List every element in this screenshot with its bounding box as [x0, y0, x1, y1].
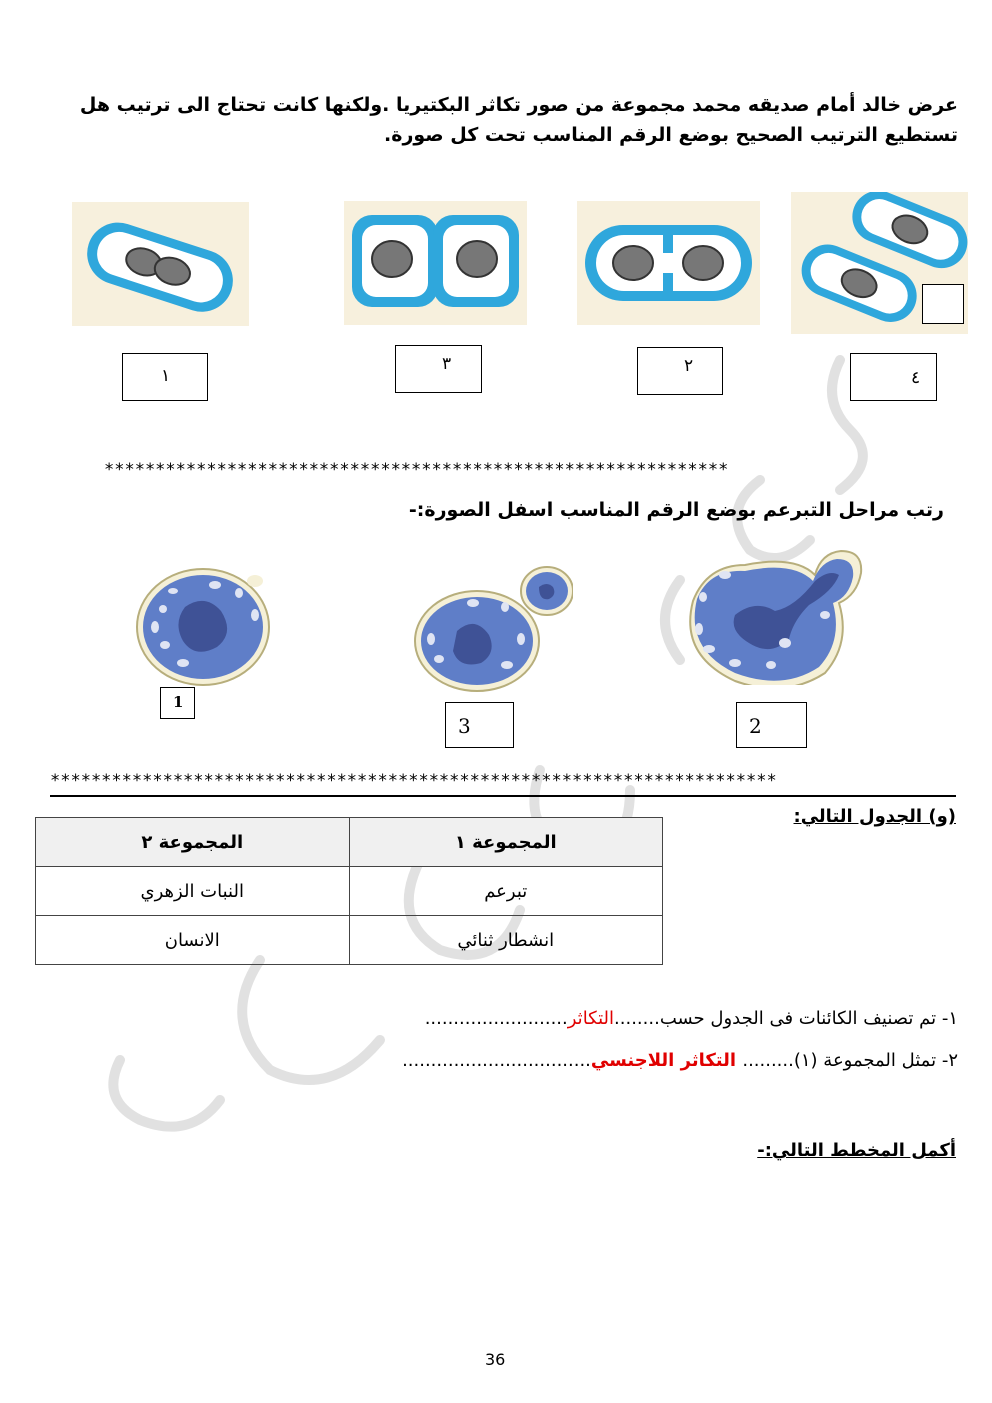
answer-value: ٢	[684, 356, 694, 376]
answer-value: ١	[161, 366, 171, 386]
answer-value: 3	[458, 714, 471, 738]
statement-1-prefix: ١- تم تصنيف الكائنات فى الجدول حسب........	[614, 1008, 958, 1029]
divider-line	[50, 795, 956, 797]
table-cell: الانسان	[36, 916, 350, 965]
yeast-cell-stage-image	[675, 545, 865, 685]
yeast-cell-stage-image	[413, 561, 573, 693]
statement-1-answer: التكاثر	[567, 1008, 615, 1029]
statement-2-dots: .................................	[402, 1050, 591, 1071]
statement-1	[258, 1008, 958, 1029]
header-group-1: المجموعة ١	[349, 818, 663, 867]
budding-answer-box-2[interactable]	[445, 702, 514, 748]
classification-table	[35, 817, 663, 965]
separator-stars: ***********************************************************************	[50, 771, 777, 791]
statement-2-answer: التكاثر اللاجنسي	[590, 1050, 743, 1071]
question2-prompt: رتب مراحل التبرعم بوضع الرقم المناسب اسفل الصورة:-	[408, 499, 944, 521]
page-number: 36	[485, 1350, 506, 1369]
table-row	[36, 916, 663, 965]
table-heading: (و) الجدول التالي:	[793, 806, 956, 827]
answer-value: 2	[749, 714, 762, 738]
statement-1-dots: .........................	[424, 1008, 568, 1029]
statement-2	[258, 1050, 958, 1071]
statement-2-prefix: ٢- تمثل المجموعة (١).........	[742, 1050, 958, 1071]
answer-value: ٤	[911, 368, 921, 388]
answer-value: 1	[173, 693, 184, 711]
answer-value: ٣	[442, 354, 452, 374]
bacteria-stage-image-elongated	[72, 202, 249, 326]
answer-box-2[interactable]	[395, 345, 482, 393]
table-cell: تبرعم	[349, 867, 663, 916]
header-group-2: المجموعة ٢	[36, 818, 350, 867]
bacteria-stage-image-separated	[791, 192, 968, 334]
answer-box-4[interactable]	[850, 353, 937, 401]
image-label-box	[922, 284, 964, 324]
table-cell: انشطار ثنائي	[349, 916, 663, 965]
question1-line2: تستطيع الترتيب الصحيح بوضع الرقم المناسب تحت كل صورة.	[384, 124, 958, 146]
table-cell: النبات الزهري	[36, 867, 350, 916]
answer-box-3[interactable]	[637, 347, 723, 395]
table-header-row	[36, 818, 663, 867]
answer-box-1[interactable]	[122, 353, 208, 401]
bacteria-stage-image-divided	[344, 201, 527, 325]
budding-answer-box-3[interactable]	[736, 702, 807, 748]
yeast-cell-stage-image	[135, 567, 275, 687]
separator-stars: *************************************************************	[104, 460, 729, 480]
budding-answer-box-1[interactable]	[160, 687, 195, 719]
bacteria-stage-image-pinching	[577, 201, 760, 325]
table-row	[36, 867, 663, 916]
diagram-heading: أكمل المخطط التالي:-	[757, 1140, 956, 1161]
question1-line1: عرض خالد أمام صديقه محمد مجموعة من صور تكاثر البكتيريا .ولكنها كانت تحتاج الى ترتيب هل	[79, 94, 958, 116]
